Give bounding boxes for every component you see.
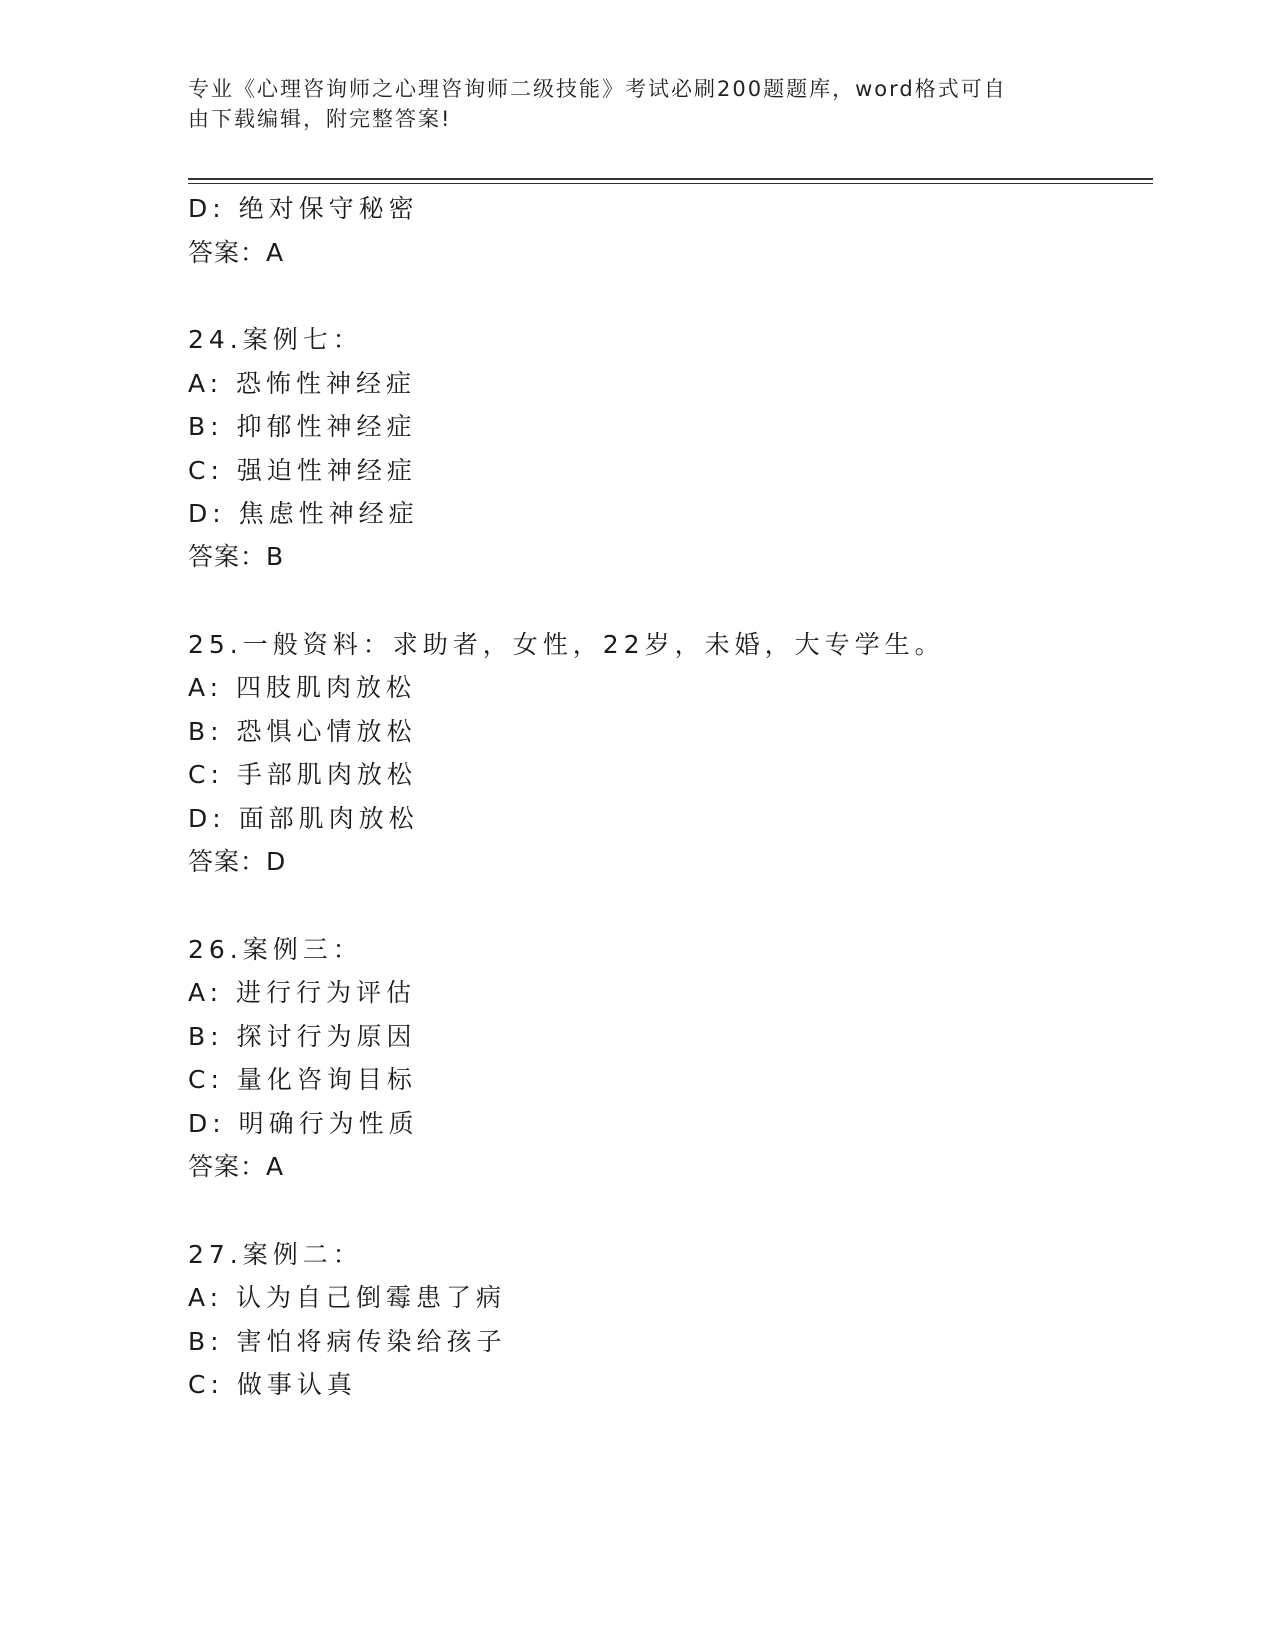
question-line: 24.案例七： xyxy=(188,325,363,354)
option-line: A: 恐怖性神经症 xyxy=(188,369,417,398)
answer-line: 答案：A xyxy=(188,238,285,267)
option-line: B: 抑郁性神经症 xyxy=(188,412,417,441)
option-line: B: 害怕将病传染给孩子 xyxy=(188,1327,507,1356)
option-line: D: 面部肌肉放松 xyxy=(188,804,419,833)
option-line: D: 明确行为性质 xyxy=(188,1109,419,1138)
option-line: A: 四肢肌肉放松 xyxy=(188,673,417,702)
answer-line: 答案：A xyxy=(188,1152,285,1181)
answer-line: 答案：B xyxy=(188,542,285,571)
option-line: C: 做事认真 xyxy=(188,1370,357,1399)
header-divider-thick xyxy=(188,178,1153,180)
option-line: A: 进行行为评估 xyxy=(188,978,417,1007)
header-line-2: 由下载编辑，附完整答案! xyxy=(188,107,452,131)
option-line: C: 手部肌肉放松 xyxy=(188,760,417,789)
option-line: B: 探讨行为原因 xyxy=(188,1022,417,1051)
header-divider-thin xyxy=(188,183,1153,184)
option-line: C: 量化咨询目标 xyxy=(188,1065,417,1094)
document-header xyxy=(188,74,1068,134)
option-line: A: 认为自己倒霉患了病 xyxy=(188,1283,507,1312)
answer-line: 答案：D xyxy=(188,847,287,876)
question-line: 25.一般资料：求助者，女性，22岁，未婚，大专学生。 xyxy=(188,630,945,659)
question-line: 26.案例三： xyxy=(188,935,363,964)
option-line: B: 恐惧心情放松 xyxy=(188,717,417,746)
header-line-1: 专业《心理咨询师之心理咨询师二级技能》考试必刷200题题库，word格式可自 xyxy=(188,77,1007,101)
option-line: D: 绝对保守秘密 xyxy=(188,194,419,223)
option-line: C: 强迫性神经症 xyxy=(188,456,417,485)
question-line: 27.案例二： xyxy=(188,1240,363,1269)
option-line: D: 焦虑性神经症 xyxy=(188,499,419,528)
